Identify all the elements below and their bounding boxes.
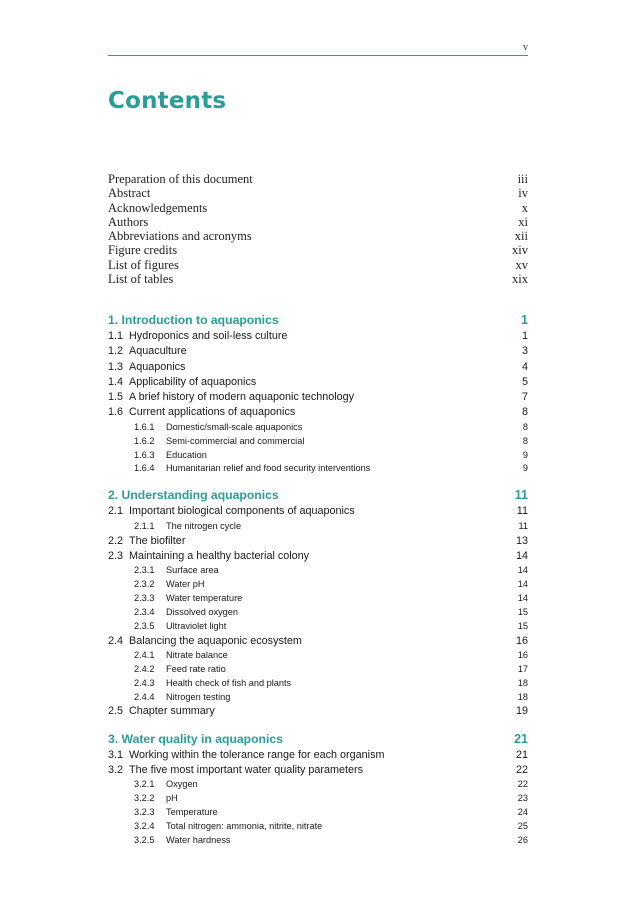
toc-list bbox=[108, 311, 528, 848]
entry-page: 11 bbox=[516, 505, 528, 518]
entry-page: 3 bbox=[521, 345, 528, 358]
front-matter-entry[interactable] bbox=[108, 272, 528, 286]
entry-page: xii bbox=[514, 229, 528, 244]
entry-title bbox=[134, 778, 198, 792]
toc-section[interactable] bbox=[108, 375, 528, 390]
entry-label: Oxygen bbox=[166, 779, 198, 790]
entry-title bbox=[108, 748, 384, 763]
entry-title bbox=[108, 634, 302, 649]
entry-page: 15 bbox=[517, 620, 528, 631]
entry-label: Nitrate balance bbox=[166, 649, 228, 660]
entry-page: 8 bbox=[522, 421, 528, 432]
entry-number: 1.6.1 bbox=[134, 421, 155, 432]
entry-page: 21 bbox=[514, 731, 528, 746]
entry-page: xv bbox=[515, 257, 528, 272]
entry-number: 2.5 bbox=[108, 705, 124, 718]
toc-section[interactable] bbox=[108, 634, 528, 649]
entry-number: 2.4.1 bbox=[134, 649, 155, 660]
toc-subsection[interactable] bbox=[108, 520, 528, 534]
front-matter-entry[interactable] bbox=[108, 243, 528, 257]
entry-number: 3.2.2 bbox=[134, 793, 155, 804]
entry-label: Maintaining a healthy bacterial colony bbox=[129, 549, 310, 562]
entry-label: Water pH bbox=[166, 579, 205, 590]
toc-subsection[interactable] bbox=[108, 578, 528, 592]
page-number: v bbox=[523, 42, 528, 53]
toc-subsection[interactable] bbox=[108, 606, 528, 620]
entry-label: Water hardness bbox=[166, 834, 231, 845]
toc-subsection[interactable] bbox=[108, 834, 528, 848]
entry-label: Hydroponics and soil-less culture bbox=[129, 330, 288, 342]
entry-title bbox=[134, 449, 207, 463]
entry-number: 2.1 bbox=[108, 505, 124, 518]
entry-title bbox=[108, 486, 279, 504]
toc-subsection[interactable] bbox=[108, 435, 528, 449]
entry-number: 2.3.3 bbox=[134, 592, 155, 603]
entry-number: 1.6.4 bbox=[134, 463, 155, 474]
entry-label: 3. Water quality in aquaponics bbox=[108, 731, 283, 746]
entry-number: 3.2 bbox=[108, 764, 124, 777]
entry-page: 14 bbox=[515, 549, 528, 562]
entry-label: List of figures bbox=[108, 257, 179, 272]
toc-section[interactable] bbox=[108, 344, 528, 359]
entry-title bbox=[108, 704, 215, 719]
entry-page: 26 bbox=[517, 834, 528, 845]
toc-section[interactable] bbox=[108, 534, 528, 549]
entry-number: 1.4 bbox=[108, 375, 124, 388]
toc-subsection[interactable] bbox=[108, 778, 528, 792]
entry-title bbox=[134, 462, 370, 476]
toc-subsection[interactable] bbox=[108, 792, 528, 806]
entry-label: Health check of fish and plants bbox=[166, 677, 292, 688]
entry-page: 15 bbox=[517, 606, 528, 617]
entry-page: xix bbox=[512, 272, 528, 287]
toc-subsection[interactable] bbox=[108, 663, 528, 677]
entry-page: iv bbox=[518, 186, 528, 201]
entry-page: 14 bbox=[517, 579, 528, 590]
entry-number: 2.3.4 bbox=[134, 606, 155, 617]
entry-number: 1.3 bbox=[108, 360, 124, 373]
entry-title bbox=[108, 405, 295, 420]
entry-page: 22 bbox=[517, 779, 528, 790]
entry-label: 2. Understanding aquaponics bbox=[108, 488, 279, 503]
entry-label: Education bbox=[166, 449, 207, 460]
entry-title bbox=[134, 620, 226, 634]
entry-label: Aquaculture bbox=[129, 345, 187, 358]
entry-page: 14 bbox=[517, 592, 528, 603]
toc-subsection[interactable] bbox=[108, 462, 528, 476]
entry-number: 2.3.5 bbox=[134, 620, 155, 631]
toc-subsection[interactable] bbox=[108, 592, 528, 606]
toc-section[interactable] bbox=[108, 405, 528, 420]
toc-subsection[interactable] bbox=[108, 449, 528, 463]
entry-page: 9 bbox=[522, 463, 528, 474]
entry-page: 23 bbox=[517, 793, 528, 804]
entry-number: 1.6.3 bbox=[134, 449, 155, 460]
entry-title bbox=[108, 329, 287, 344]
front-matter-entry[interactable] bbox=[108, 186, 528, 200]
entry-label: Feed rate ratio bbox=[166, 663, 226, 674]
entry-page: 24 bbox=[517, 807, 528, 818]
toc-subsection[interactable] bbox=[108, 677, 528, 691]
entry-page: 16 bbox=[515, 634, 528, 647]
entry-number: 2.3.2 bbox=[134, 579, 155, 590]
entry-label: Semi-commercial and commercial bbox=[166, 435, 305, 446]
entry-page: 11 bbox=[514, 488, 528, 503]
entry-label: Surface area bbox=[166, 565, 219, 576]
entry-page: 22 bbox=[515, 764, 528, 777]
entry-title bbox=[134, 435, 304, 449]
entry-label: Preparation of this document bbox=[108, 172, 253, 186]
entry-number: 2.3 bbox=[108, 549, 124, 562]
front-matter-list bbox=[108, 172, 528, 286]
entry-page: 8 bbox=[521, 406, 528, 419]
toc-section[interactable] bbox=[108, 504, 528, 519]
entry-label: Aquaponics bbox=[129, 360, 186, 373]
entry-page: 19 bbox=[515, 705, 528, 718]
entry-number: 1.1 bbox=[108, 330, 124, 342]
toc-subsection[interactable] bbox=[108, 691, 528, 705]
entry-title bbox=[134, 564, 219, 578]
entry-title bbox=[134, 663, 226, 677]
entry-label: A brief history of modern aquaponic technology bbox=[129, 391, 355, 404]
entry-title bbox=[108, 344, 187, 359]
entry-label: Acknowledgements bbox=[108, 200, 208, 215]
entry-label: List of tables bbox=[108, 272, 174, 287]
entry-page: 16 bbox=[517, 649, 528, 660]
entry-title bbox=[108, 730, 283, 748]
entry-title bbox=[134, 792, 178, 806]
entry-label: Abstract bbox=[108, 186, 151, 201]
toc-section[interactable] bbox=[108, 748, 528, 763]
front-matter-entry[interactable] bbox=[108, 258, 528, 272]
entry-number: 2.1.1 bbox=[134, 520, 155, 531]
entry-label: Chapter summary bbox=[129, 705, 215, 718]
entry-title bbox=[134, 606, 238, 620]
entry-label: Dissolved oxygen bbox=[166, 606, 239, 617]
entry-number: 3.2.3 bbox=[134, 807, 155, 818]
entry-page: 21 bbox=[515, 748, 528, 761]
entry-label: Humanitarian relief and food security interventions bbox=[166, 463, 371, 474]
entry-number: 1.6 bbox=[108, 406, 124, 419]
entry-title bbox=[134, 592, 242, 606]
entry-number: 3.2.5 bbox=[134, 834, 155, 845]
entry-page: 1 bbox=[521, 330, 528, 342]
entry-label: Abbreviations and acronyms bbox=[108, 229, 252, 244]
entry-page: 4 bbox=[521, 360, 528, 373]
entry-label: The nitrogen cycle bbox=[166, 520, 242, 531]
entry-number: 1.2 bbox=[108, 345, 124, 358]
entry-page: 25 bbox=[517, 821, 528, 831]
entry-page: xiv bbox=[512, 243, 528, 258]
entry-title bbox=[108, 390, 354, 405]
toc-subsection[interactable] bbox=[108, 806, 528, 820]
entry-label: Temperature bbox=[166, 807, 218, 818]
entry-page: 5 bbox=[521, 375, 528, 388]
toc-section[interactable] bbox=[108, 360, 528, 375]
entry-page: 13 bbox=[515, 534, 528, 547]
entry-page: 18 bbox=[517, 677, 528, 688]
entry-label: Ultraviolet light bbox=[166, 620, 227, 631]
entry-title bbox=[134, 820, 322, 834]
entry-title bbox=[134, 677, 291, 691]
entry-page: 1 bbox=[521, 313, 528, 327]
entry-label: Domestic/small-scale aquaponics bbox=[166, 421, 303, 432]
toc-chapter[interactable] bbox=[108, 486, 528, 504]
entry-title bbox=[108, 763, 363, 778]
entry-page: 14 bbox=[517, 565, 528, 576]
entry-page: 7 bbox=[521, 391, 528, 404]
entry-number: 2.2 bbox=[108, 534, 124, 547]
entry-number: 1.6.2 bbox=[134, 435, 155, 446]
toc-section[interactable] bbox=[108, 704, 528, 719]
entry-page: 11 bbox=[518, 520, 528, 531]
entry-label: Applicability of aquaponics bbox=[129, 375, 257, 388]
entry-title bbox=[134, 520, 241, 534]
toc-chapter[interactable] bbox=[108, 730, 528, 748]
entry-page: 8 bbox=[522, 435, 528, 446]
toc-subsection[interactable] bbox=[108, 564, 528, 578]
entry-number: 2.3.1 bbox=[134, 565, 155, 576]
front-matter-entry[interactable] bbox=[108, 229, 528, 243]
front-matter-entry[interactable] bbox=[108, 172, 528, 186]
entry-title bbox=[134, 691, 230, 705]
entry-label: Figure credits bbox=[108, 243, 178, 258]
entry-label: Total nitrogen: ammonia, nitrite, nitrate bbox=[166, 821, 323, 831]
entry-page: iii bbox=[517, 172, 528, 186]
header-rule bbox=[108, 55, 528, 56]
entry-title bbox=[134, 834, 231, 848]
entry-label: The biofilter bbox=[129, 534, 186, 547]
front-matter-entry[interactable] bbox=[108, 215, 528, 229]
entry-label: Balancing the aquaponic ecosystem bbox=[129, 634, 302, 647]
entry-number: 2.4.2 bbox=[134, 663, 155, 674]
entry-title bbox=[134, 806, 218, 820]
toc-subsection[interactable] bbox=[108, 620, 528, 634]
entry-title bbox=[108, 375, 256, 390]
entry-title bbox=[108, 504, 355, 519]
toc-subsection[interactable] bbox=[108, 421, 528, 435]
entry-page: xi bbox=[518, 214, 528, 229]
entry-number: 2.4.4 bbox=[134, 691, 155, 702]
entry-number: 3.2.1 bbox=[134, 779, 155, 790]
entry-page: 9 bbox=[522, 449, 528, 460]
entry-label: Current applications of aquaponics bbox=[129, 406, 296, 419]
entry-title bbox=[108, 534, 185, 549]
toc-section[interactable] bbox=[108, 329, 528, 344]
entry-label: Important biological components of aquaponics bbox=[129, 505, 355, 518]
entry-title bbox=[134, 578, 204, 592]
entry-title bbox=[108, 360, 185, 375]
entry-title bbox=[134, 649, 228, 663]
entry-page: 18 bbox=[517, 691, 528, 702]
entry-label: Nitrogen testing bbox=[166, 691, 231, 702]
entry-label: pH bbox=[166, 793, 178, 804]
entry-label: 1. Introduction to aquaponics bbox=[108, 313, 279, 327]
entry-title bbox=[108, 549, 309, 564]
entry-title bbox=[108, 311, 279, 329]
entry-number: 3.1 bbox=[108, 748, 124, 761]
entry-label: Authors bbox=[108, 214, 149, 229]
entry-number: 3.2.4 bbox=[134, 821, 155, 831]
entry-page: x bbox=[521, 200, 528, 215]
entry-number: 2.4 bbox=[108, 634, 124, 647]
entry-number: 1.5 bbox=[108, 391, 124, 404]
entry-title bbox=[134, 421, 302, 435]
entry-page: 17 bbox=[517, 663, 528, 674]
toc-section[interactable] bbox=[108, 549, 528, 564]
entry-label: The five most important water quality parameters bbox=[129, 764, 364, 777]
front-matter-entry[interactable] bbox=[108, 201, 528, 215]
toc-section[interactable] bbox=[108, 390, 528, 405]
entry-label: Water temperature bbox=[166, 592, 243, 603]
toc-chapter[interactable] bbox=[108, 311, 528, 329]
toc-section[interactable] bbox=[108, 763, 528, 778]
toc-subsection[interactable] bbox=[108, 649, 528, 663]
toc-subsection[interactable] bbox=[108, 820, 528, 834]
page-title: Contents bbox=[108, 88, 227, 114]
entry-label: Working within the tolerance range for each organism bbox=[129, 748, 385, 761]
entry-number: 2.4.3 bbox=[134, 677, 155, 688]
